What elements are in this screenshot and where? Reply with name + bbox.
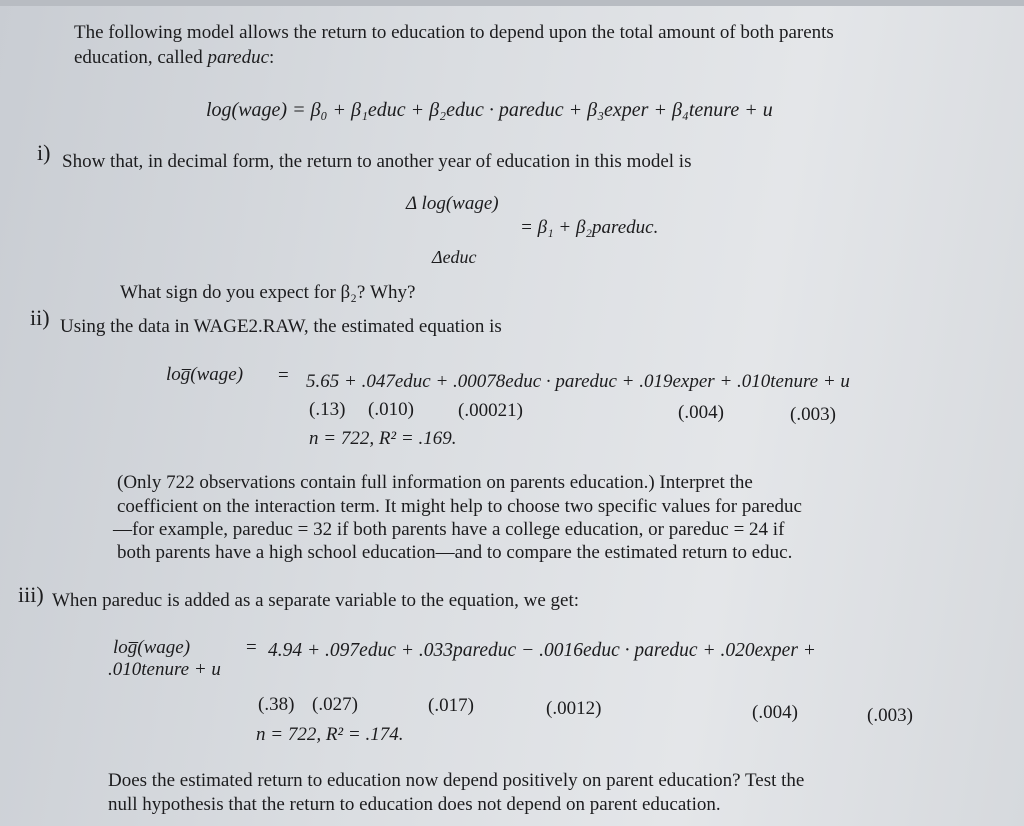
derivative-numerator: Δ log(wage) — [406, 193, 499, 214]
intro-line-2-prefix: education, called — [74, 47, 208, 68]
paragraph-line-1: (Only 722 observations contain full information on parents education.) Interpret the — [117, 472, 753, 493]
std-error-exper: (.004) — [678, 402, 724, 423]
intro-line-2 — [74, 48, 274, 67]
paragraph-line-2: coefficient on the interaction term. It might help to choose two specific values for pareduc — [117, 496, 802, 517]
part-ii-label: ii) — [30, 305, 50, 330]
extended-eq-line-2: .010tenure + u — [108, 659, 221, 680]
intro-variable: pareduc — [207, 47, 270, 68]
estimated-eq-rhs: 5.65 + .047educ + .00078educ · pareduc + .019exper + .010tenure + u — [306, 371, 850, 392]
page-top-edge — [0, 0, 1024, 6]
ext-std-error-interaction: (.0012) — [546, 698, 602, 719]
std-error-educ: (.010) — [368, 399, 414, 420]
part-i-text: Show that, in decimal form, the return to another year of education in this model is — [62, 151, 692, 172]
ext-std-error-educ: (.027) — [312, 694, 358, 715]
ext-std-error-exper: (.004) — [752, 702, 798, 723]
estimated-eq-lhs: log̅(wage) — [166, 364, 244, 385]
part-iii-text: When pareduc is added as a separate variable to the equation, we get: — [52, 590, 580, 611]
paragraph-line-4: both parents have a high school education—and to compare the estimated return to educ. — [117, 542, 793, 563]
extended-eq-equals: = — [246, 637, 257, 658]
intro-line-1: The following model allows the return to education to depend upon the total amount of both parents — [74, 22, 834, 43]
ext-std-error-intercept: (.38) — [258, 694, 295, 715]
sample-stats: n = 722, R² = .169. — [309, 428, 457, 449]
ext-std-error-pareduc: (.017) — [428, 695, 474, 716]
std-error-interaction: (.00021) — [458, 400, 523, 421]
estimated-eq-equals: = — [278, 365, 289, 386]
part-ii-text: Using the data in WAGE2.RAW, the estimated equation is — [60, 316, 502, 337]
part-i-question: What sign do you expect for β₂? Why? — [120, 282, 416, 303]
std-error-tenure: (.003) — [790, 404, 836, 425]
ext-std-error-tenure: (.003) — [867, 705, 913, 726]
std-error-intercept: (.13) — [309, 399, 346, 420]
paragraph-line-3: —for example, pareduc = 32 if both parents have a college education, or pareduc = 24 if — [113, 519, 785, 540]
derivative-denominator: Δeduc — [432, 247, 477, 267]
part-iii-label: iii) — [18, 582, 44, 607]
derivative-rhs: = β₁ + β₂pareduc. — [520, 217, 659, 238]
extended-eq-rhs: 4.94 + .097educ + .033pareduc − .0016educ · pareduc + .020exper + — [268, 640, 816, 661]
closing-line-1: Does the estimated return to education now depend positively on parent education? Test the — [108, 770, 805, 791]
intro-line-2-suffix: : — [269, 47, 275, 68]
closing-line-2: null hypothesis that the return to education does not depend on parent education. — [108, 794, 721, 815]
ext-sample-stats: n = 722, R² = .174. — [256, 724, 404, 745]
part-i-label: i) — [37, 140, 51, 165]
model-equation: log(wage) = β₀ + β₁educ + β₂educ · pareduc + β₃exper + β₄tenure + u — [206, 99, 773, 121]
extended-eq-lhs: log̅(wage) — [113, 637, 191, 658]
